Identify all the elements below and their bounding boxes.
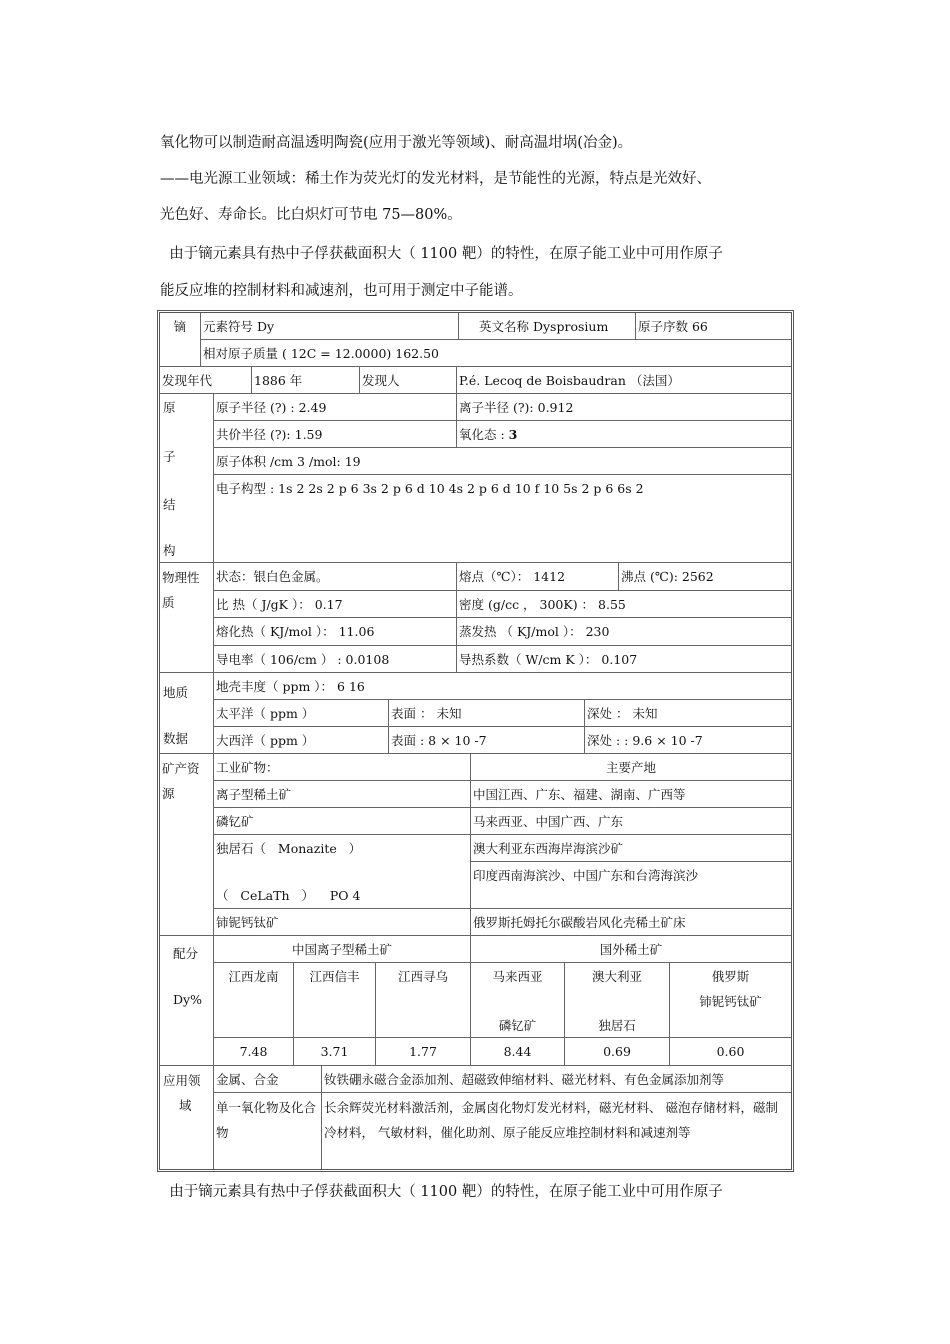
dist-col-header-line-1: 俄罗斯 [711, 969, 750, 984]
mineral-formula: （ CeLaTh ） PO 4 [216, 888, 361, 903]
dist-col-header [471, 963, 565, 1038]
symbol-cell: 元素符号 Dy [201, 313, 459, 340]
dist-col-header-line-2: 独居石 [598, 1018, 636, 1033]
dist-value: 1.77 [376, 1038, 471, 1066]
app-oxide-compound: 单一氧化物及化合物 [214, 1093, 322, 1169]
atomic-structure-label [160, 394, 214, 563]
paragraph-2: ——电光源工业领域：稀土作为荧光灯的发光材料，是节能性的光源，特点是光效好、 [160, 171, 711, 187]
pacific-deep: 深处 ： 未知 [585, 700, 791, 727]
specific-heat: 比 热（ J/gK ）： 0.17 [214, 591, 457, 618]
mineral-origin: 马来西亚、中国广西、广东 [471, 808, 791, 835]
dysprosium-data-table [157, 310, 794, 1172]
discoverer-label: 发现人 [360, 367, 457, 394]
discoverer: P.é. Lecoq de Boisbaudran （法国） [457, 367, 791, 394]
geology-label [160, 673, 214, 754]
geology-label-line-2: 数据 [163, 731, 189, 746]
applications-label-line-1: 应用领 [163, 1073, 201, 1088]
boiling-point: 沸点 (℃): 2562 [619, 563, 791, 591]
mineral-name: 铈铌钙钛矿 [214, 909, 471, 936]
atomic-structure-char-2: 子 [163, 449, 176, 464]
distribution-label [160, 936, 214, 1066]
dist-col-header-line-2: 铈铌钙钛矿 [699, 994, 762, 1009]
discovery-year-label: 发现年代 [160, 367, 252, 394]
foreign-header: 国外稀土矿 [471, 936, 791, 963]
monazite-cell [214, 835, 471, 909]
element-name-cell: 镝 [160, 313, 201, 367]
mineral-name: 磷钇矿 [214, 808, 471, 835]
discovery-year: 1886 年 [252, 367, 360, 394]
geology-label-line-1: 地质 [163, 685, 189, 700]
dist-col-header-line-1: 马来西亚 [492, 969, 543, 984]
applications-label [160, 1066, 214, 1169]
dist-col-header: 江西寻乌 [376, 963, 471, 1038]
atomic-number-cell: 原子序数 66 [636, 313, 791, 340]
atomic-volume: 原子体积 /cm 3 /mol: 19 [214, 448, 791, 475]
mineral-resources-label: 矿产资源 [160, 754, 214, 936]
app-metal-alloy: 金属、合金 [214, 1066, 322, 1093]
mineral-origin: 印度西南海滨沙、中国广东和台湾海滨沙 [471, 862, 791, 909]
atomic-structure-char-4: 构 [163, 543, 176, 558]
atlantic-ppm: 大西洋（ ppm ） [214, 727, 389, 754]
dist-col-header-line-1: 澳大利亚 [591, 969, 642, 984]
dist-col-header [565, 963, 670, 1038]
pacific-ppm: 太平洋（ ppm ） [214, 700, 389, 727]
app-metal-alloy-uses: 钕铁硼永磁合金添加剂、超磁致伸缩材料、磁光材料、有色金属添加剂等 [322, 1066, 791, 1093]
mineral-name: 独居石（ Monazite ） [216, 841, 362, 856]
crust-abundance: 地壳丰度（ ppm ）： 6 16 [214, 673, 791, 700]
paragraph-1: 氧化物可以制造耐高温透明陶瓷(应用于激光等领域)、耐高温坩埚(冶金)。 [160, 135, 633, 151]
melting-point: 熔点（℃）： 1412 [457, 563, 619, 591]
paragraph-4: 由于镝元素具有热中子俘获截面积大（ 1100 靶）的特性，在原子能工业中可用作原子 [160, 246, 723, 262]
heat-of-evaporation: 蒸发热 （ KJ/mol ）： 230 [457, 618, 791, 646]
thermal-conductivity: 导热系数（ W/cm K ）： 0.107 [457, 646, 791, 673]
dist-value: 0.69 [565, 1038, 670, 1066]
china-ion-header: 中国离子型稀土矿 [214, 936, 471, 963]
mineral-origin: 澳大利亚东西海岸海滨沙矿 [471, 835, 791, 862]
atomic-structure-char-1: 原 [163, 400, 176, 415]
paragraph-5: 能反应堆的控制材料和减速剂，也可用于测定中子能谱。 [160, 283, 523, 299]
mineral-origin: 中国江西、广东、福建、湖南、广西等 [471, 781, 791, 808]
atomic-structure-char-3: 结 [163, 497, 176, 512]
mineral-origin: 俄罗斯托姆托尔碳酸岩风化壳稀土矿床 [471, 909, 791, 936]
english-name-cell: 英文名称 Dysprosium [459, 313, 636, 340]
distribution-label-line-1: 配分 [173, 946, 199, 961]
density: 密度 (g/cc ， 300K) ： 8.55 [457, 591, 791, 618]
applications-label-line-2: 域 [179, 1098, 192, 1113]
dist-col-header: 江西信丰 [294, 963, 376, 1038]
dist-value: 7.48 [214, 1038, 294, 1066]
paragraph-6: 由于镝元素具有热中子俘获截面积大（ 1100 靶）的特性，在原子能工业中可用作原子 [160, 1184, 723, 1200]
ionic-radius: 离子半径 (?): 0.912 [457, 394, 791, 421]
physical-props-label: 物理性质 [160, 563, 214, 673]
atlantic-deep: 深处 : : 9.6 × 10 -7 [585, 727, 791, 754]
atlantic-surface: 表面 : 8 × 10 -7 [389, 727, 585, 754]
dist-col-header: 江西龙南 [214, 963, 294, 1038]
dist-value: 0.60 [670, 1038, 791, 1066]
app-oxide-compound-uses: 长余辉荧光材料激活剂，金属卤化物灯发光材料，磁光材料、 磁泡存储材料，磁制冷材料， 气敏材料，催化助剂、原子能反应堆控制材料和减速剂等 [324, 1100, 778, 1140]
distribution-label-line-2: Dy% [173, 992, 202, 1007]
oxidation-state [457, 421, 791, 448]
oxidation-label: 氧化态 : [459, 427, 509, 442]
atomic-mass-cell: 相对原子质量 ( 12C = 12.0000) 162.50 [201, 340, 791, 367]
paragraph-3: 光色好、寿命长。比白炽灯可节电 75—80%。 [160, 207, 462, 223]
pacific-surface: 表面 ： 未知 [389, 700, 585, 727]
dist-col-header-line-2: 磷钇矿 [498, 1018, 537, 1033]
electron-config: 电子构型 : 1s 2 2s 2 p 6 3s 2 p 6 d 10 4s 2 p 6 d 10 f 10 5s 2 p 6 6s 2 [214, 475, 791, 563]
heat-of-fusion: 熔化热（ KJ/mol ）： 11.06 [214, 618, 457, 646]
oxidation-value: 3 [508, 427, 518, 442]
dist-value: 8.44 [471, 1038, 565, 1066]
electrical-conductivity: 导电率（ 106/cm ） : 0.0108 [214, 646, 457, 673]
dist-value: 3.71 [294, 1038, 376, 1066]
mineral-name: 离子型稀土矿 [214, 781, 471, 808]
industrial-minerals-header: 工业矿物： [214, 754, 471, 781]
atomic-radius: 原子半径 (?) : 2.49 [214, 394, 457, 421]
main-origin-header: 主要产地 [471, 754, 791, 781]
state: 状态：银白色金属。 [214, 563, 457, 591]
dist-col-header [670, 963, 791, 1038]
covalent-radius: 共价半径 (?): 1.59 [214, 421, 457, 448]
